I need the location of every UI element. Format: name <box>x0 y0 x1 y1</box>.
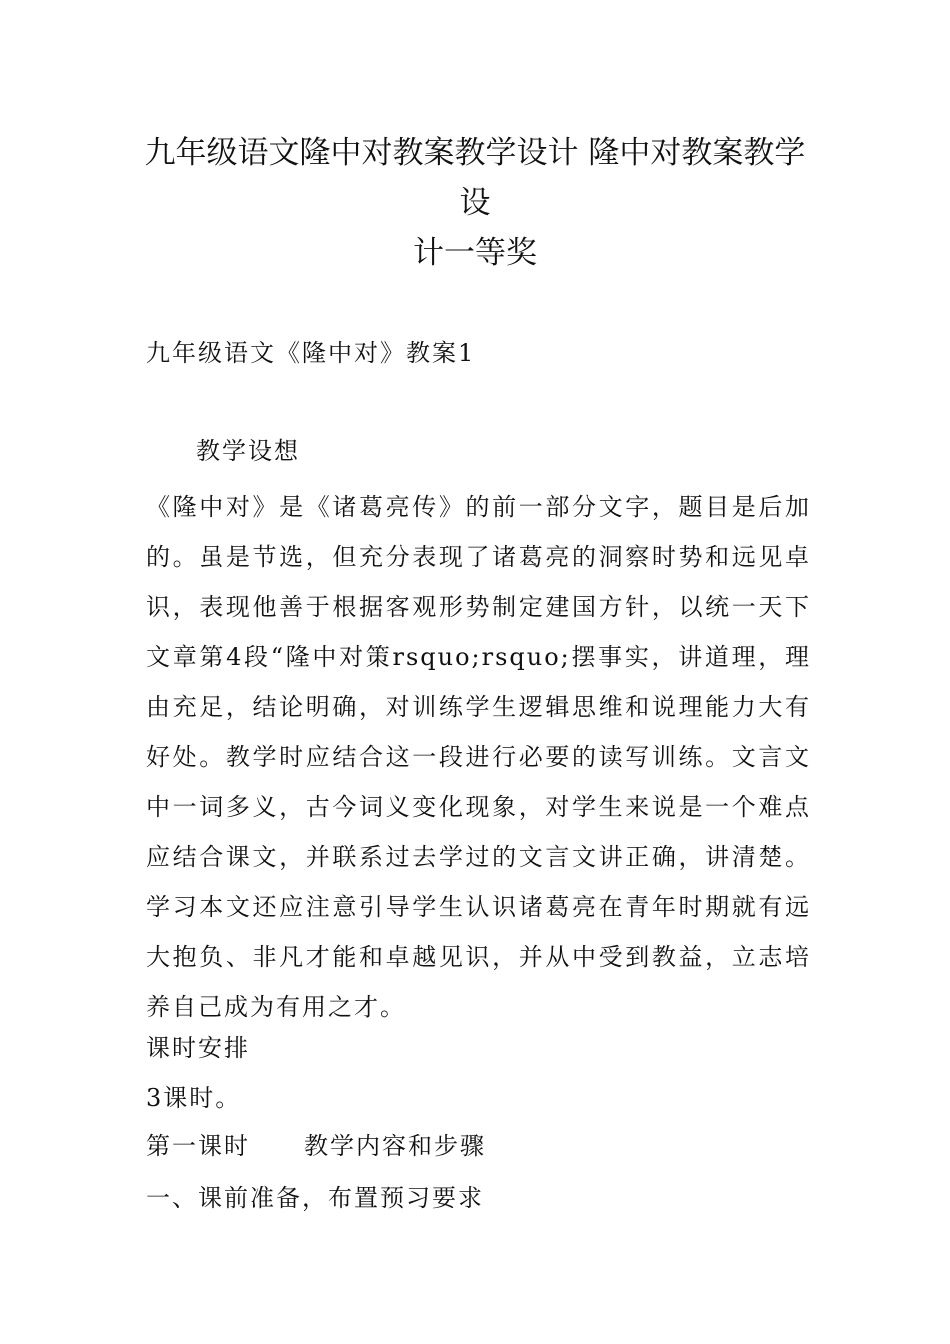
lesson-plan-subtitle: 九年级语文《隆中对》教案1 <box>146 339 476 367</box>
schedule-heading: 课时安排 <box>146 1034 250 1062</box>
lesson-content: 教学内容和步骤 <box>304 1132 486 1160</box>
title-line-2: 计一等奖 <box>413 235 537 271</box>
lesson-label: 第一课时 <box>146 1132 250 1160</box>
step-one-line: 一、课前准备，布置预习要求 <box>146 1184 484 1212</box>
section-heading: 教学设想 <box>196 437 300 465</box>
teaching-design-paragraph: 《隆中对》是《诸葛亮传》的前一部分文字，题目是后加的。虽是节选，但充分表现了诸葛亮的洞察时势和远见卓识，表现他善于根据客观形势制定建国方针，以统一天下文章第4段“隆中对策rsquo;rsquo;摆事实，讲道理，理由充足，结论明确，对训练学生逻辑思维和说理能力大有好处。教学时应结合这一段进行必要的读写训练。文言文中一词多义，古今词义变化现象，对学生来说是一个难点应结合课文，并联系过去学过的文言文讲正确，讲清楚。学习本文还应注意引导学生认识诸葛亮在青年时期就有远大抱负、非凡才能和卓越见识，并从中受到教益，立志培养自己成为有用之才。 <box>146 493 811 1021</box>
schedule-value: 3课时。 <box>146 1084 242 1112</box>
document-title <box>140 128 810 278</box>
title-line-1: 九年级语文隆中对教案教学设计 隆中对教案教学设 <box>144 135 806 221</box>
first-lesson-line <box>146 1128 811 1164</box>
